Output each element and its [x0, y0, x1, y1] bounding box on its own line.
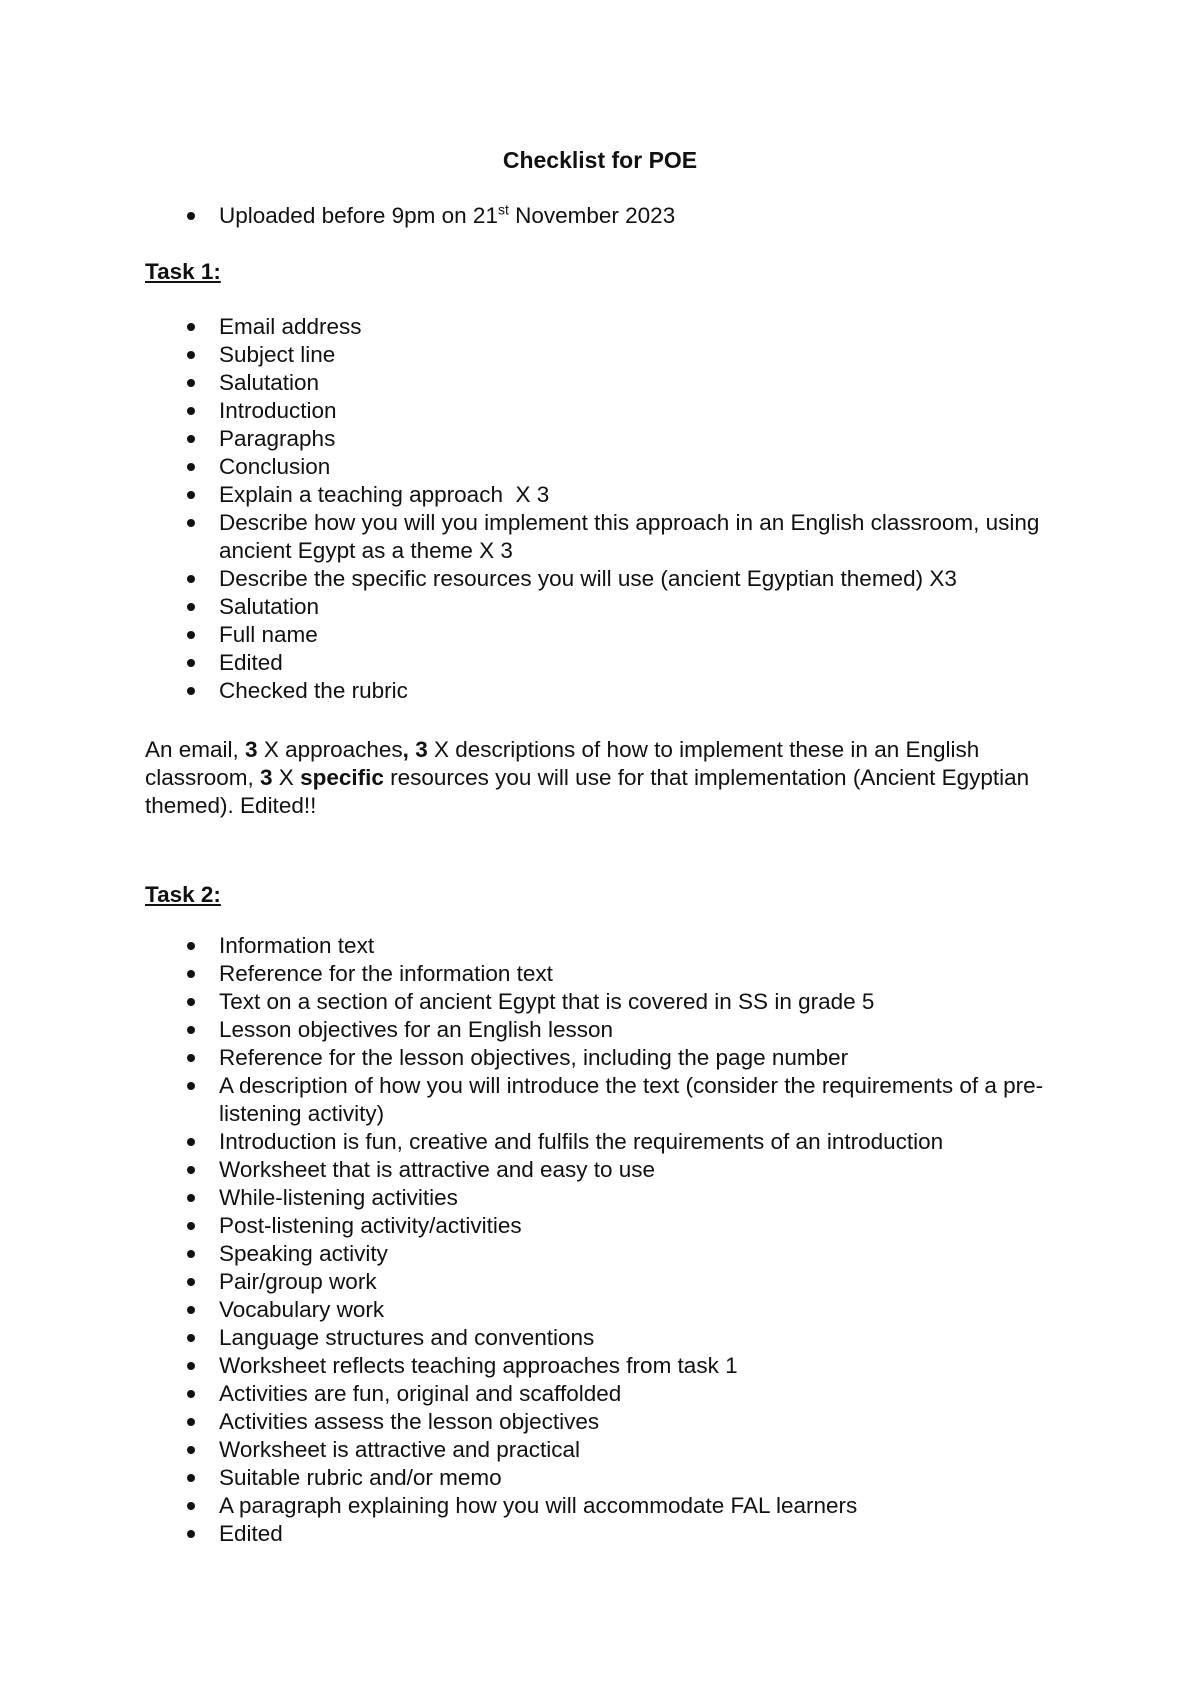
list-item: A description of how you will introduce the text (consider the requirements of a pre-listening activity): [145, 1072, 1075, 1128]
bullet-icon: [187, 1306, 195, 1314]
bullet-icon: [187, 1054, 195, 1062]
bullet-icon: [187, 1278, 195, 1286]
list-item: Post-listening activity/activities: [145, 1212, 1075, 1240]
list-item: Introduction is fun, creative and fulfils the requirements of an introduction: [145, 1128, 1075, 1156]
bullet-icon: [187, 212, 195, 220]
list-item: While-listening activities: [145, 1184, 1075, 1212]
bullet-icon: [187, 1222, 195, 1230]
list-item: Activities assess the lesson objectives: [145, 1408, 1075, 1436]
upload-deadline: Uploaded before 9pm on 21st November 2023: [219, 201, 676, 228]
bullet-icon: [187, 463, 195, 471]
list-item: Lesson objectives for an English lesson: [145, 1016, 1075, 1044]
bullet-icon: [187, 1082, 195, 1090]
bullet-icon: [187, 603, 195, 611]
list-item: Describe the specific resources you will use (ancient Egyptian themed) X3: [145, 565, 1075, 593]
list-item: Explain a teaching approach X 3: [145, 481, 1075, 509]
list-item: Edited: [145, 649, 1075, 677]
list-item: Full name: [145, 621, 1075, 649]
bullet-icon: [187, 1194, 195, 1202]
list-item: Activities are fun, original and scaffolded: [145, 1380, 1075, 1408]
bullet-icon: [187, 1250, 195, 1258]
bullet-icon: [187, 1334, 195, 1342]
list-item: Information text: [145, 932, 1075, 960]
bullet-icon: [187, 1446, 195, 1454]
bullet-icon: [187, 323, 195, 331]
list-item: Conclusion: [145, 453, 1075, 481]
bullet-icon: [187, 1502, 195, 1510]
list-item: Speaking activity: [145, 1240, 1075, 1268]
list-item: Worksheet that is attractive and easy to use: [145, 1156, 1075, 1184]
list-item: A paragraph explaining how you will accommodate FAL learners: [145, 1492, 1075, 1520]
list-item: Pair/group work: [145, 1268, 1075, 1296]
task2-list: [145, 932, 1075, 1548]
list-item: Describe how you will you implement this approach in an English classroom, using ancient Egypt as a theme X 3: [145, 509, 1075, 565]
bullet-icon: [187, 351, 195, 359]
list-item: Suitable rubric and/or memo: [145, 1464, 1075, 1492]
list-item: Vocabulary work: [145, 1296, 1075, 1324]
bullet-icon: [187, 1530, 195, 1538]
bullet-icon: [187, 998, 195, 1006]
list-item: Reference for the lesson objectives, including the page number: [145, 1044, 1075, 1072]
bullet-icon: [187, 379, 195, 387]
bullet-icon: [187, 1390, 195, 1398]
list-item: Salutation: [145, 593, 1075, 621]
bullet-icon: [187, 1166, 195, 1174]
bullet-icon: [187, 1138, 195, 1146]
bullet-icon: [187, 407, 195, 415]
list-item: Salutation: [145, 369, 1075, 397]
bullet-icon: [187, 942, 195, 950]
list-item: Email address: [145, 313, 1075, 341]
upload-list: [145, 202, 1075, 230]
task1-heading: Task 1:: [145, 259, 221, 284]
list-item: Checked the rubric: [145, 677, 1075, 705]
bullet-icon: [187, 1418, 195, 1426]
bullet-icon: [187, 631, 195, 639]
list-item: Worksheet is attractive and practical: [145, 1436, 1075, 1464]
bullet-icon: [187, 1026, 195, 1034]
task2-heading: Task 2:: [145, 882, 221, 907]
list-item: Edited: [145, 1520, 1075, 1548]
task1-list: [145, 313, 1075, 705]
bullet-icon: [187, 1362, 195, 1370]
list-item: [145, 202, 1075, 230]
page-title: Checklist for POE: [502, 147, 698, 173]
bullet-icon: [187, 519, 195, 527]
list-item: Paragraphs: [145, 425, 1075, 453]
list-item: Worksheet reflects teaching approaches from task 1: [145, 1352, 1075, 1380]
task1-summary: An email, 3 X approaches, 3 X descriptions of how to implement these in an English classroom, 3 X specific resources you will use for that implementation (Ancient Egyptian themed). Edited!!: [145, 737, 1030, 818]
list-item: Reference for the information text: [145, 960, 1075, 988]
list-item: Subject line: [145, 341, 1075, 369]
bullet-icon: [187, 970, 195, 978]
bullet-icon: [187, 1474, 195, 1482]
bullet-icon: [187, 435, 195, 443]
bullet-icon: [187, 491, 195, 499]
list-item: Text on a section of ancient Egypt that is covered in SS in grade 5: [145, 988, 1075, 1016]
bullet-icon: [187, 575, 195, 583]
bullet-icon: [187, 659, 195, 667]
list-item: Language structures and conventions: [145, 1324, 1075, 1352]
list-item: Introduction: [145, 397, 1075, 425]
bullet-icon: [187, 687, 195, 695]
